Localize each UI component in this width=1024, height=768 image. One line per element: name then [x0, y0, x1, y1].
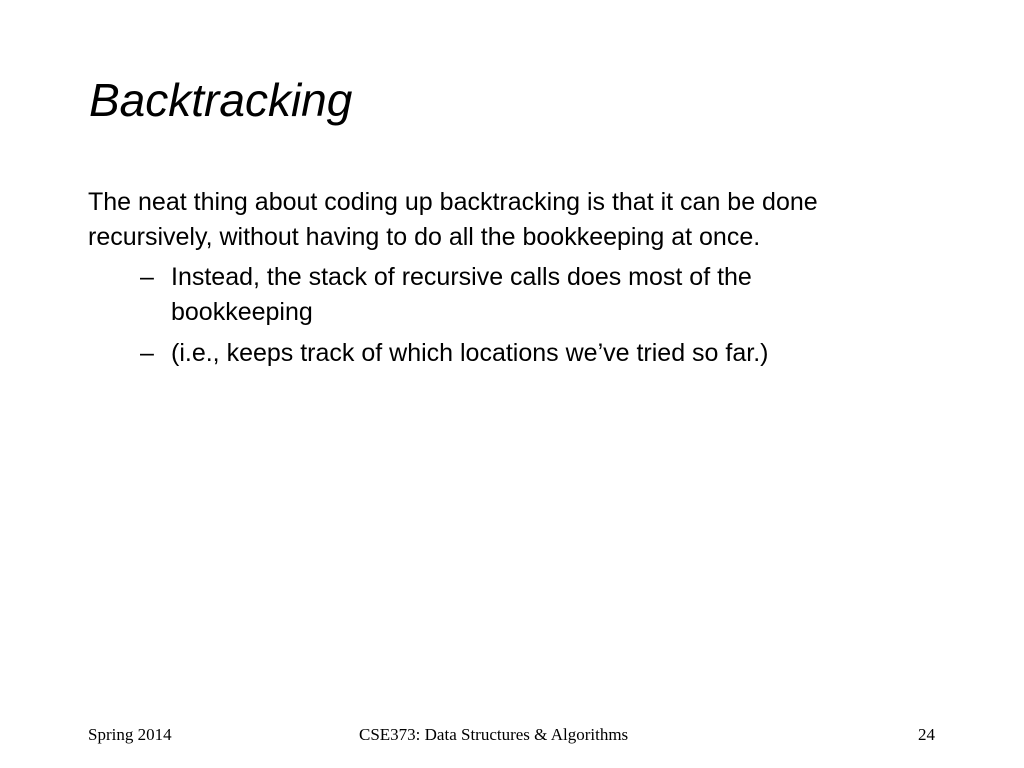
- bullet-text: Instead, the stack of recursive calls does most of the bookkeeping: [171, 263, 752, 326]
- bullet-dash: –: [140, 339, 154, 367]
- slide-title: Backtracking: [89, 74, 353, 126]
- slide-number: 24: [918, 725, 935, 744]
- footer-date: Spring 2014: [88, 725, 172, 744]
- bullet-item: [140, 336, 900, 371]
- bullet-text: (i.e., keeps track of which locations we’ve tried so far.): [171, 339, 769, 367]
- body-paragraph: The neat thing about coding up backtracking is that it can be done recursively, without having to do all the bookkeeping at once.: [88, 188, 818, 251]
- bullet-item: [140, 260, 900, 330]
- bullet-dash: –: [140, 263, 154, 291]
- footer-course-title: CSE373: Data Structures & Algorithms: [359, 725, 629, 744]
